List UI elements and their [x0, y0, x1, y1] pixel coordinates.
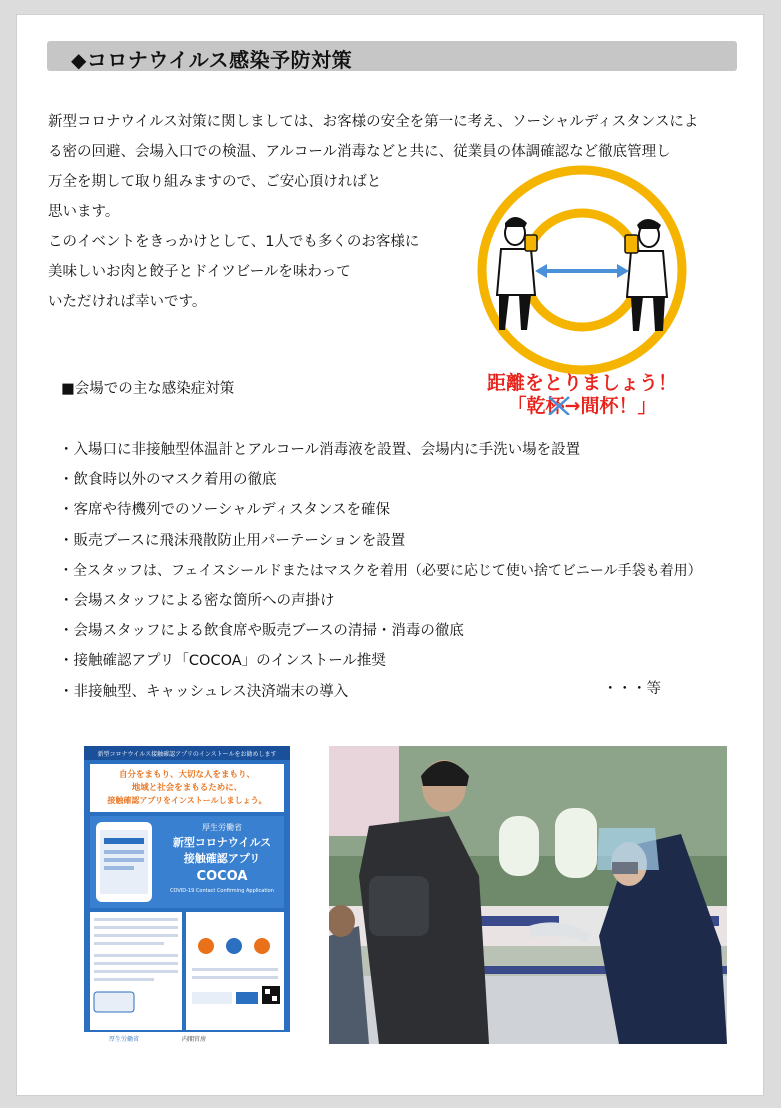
left-person-icon	[497, 217, 537, 330]
venue-photo	[329, 746, 727, 1044]
intro-line: このイベントをきっかけとして、1人でも多くのお客様に	[48, 234, 420, 250]
venue-photo-graphic	[329, 746, 727, 1044]
measures-etc: ・・・等	[603, 681, 661, 697]
intro-line: 思います。	[48, 204, 120, 220]
distance-arrow-icon	[535, 264, 629, 278]
svg-text:内閣官房: 内閣官房	[181, 1036, 207, 1043]
measures-list	[59, 435, 702, 707]
list-item: ・販売ブースに飛沫飛散防止用パーテーションを設置	[59, 532, 406, 549]
svg-text:接触確認アプリをインストールしましょう。: 接触確認アプリをインストールしましょう。	[107, 796, 267, 805]
list-item: ・接触確認アプリ「COCOA」のインストール推奨	[59, 653, 386, 670]
intro-line: 万全を期して取り組みますので、ご安心頂ければと	[48, 174, 382, 190]
list-item: ・非接触型、キャッシュレス決済端末の導入	[59, 683, 349, 700]
svg-text:新型コロナウイルス: 新型コロナウイルス	[172, 836, 272, 849]
intro-line: 新型コロナウイルス対策に関しましては、お客様の安全を第一に考え、ソーシャルディスタンスによ	[48, 114, 699, 130]
svg-text:接触確認アプリ: 接触確認アプリ	[183, 852, 261, 865]
intro-line: 美味しいお肉と餃子とドイツビールを味わって	[48, 264, 351, 280]
svg-text:COVID-19 Contact Confirming Ap: COVID-19 Contact Confirming Application	[170, 888, 274, 894]
svg-text:厚生労働省: 厚生労働省	[108, 1036, 140, 1043]
cocoa-poster-graphic	[84, 746, 290, 1044]
section-title: ◆コロナウイルス感染予防対策	[71, 48, 353, 72]
svg-text:新型コロナウイルス接触確認アプリのインストールをお勧めします: 新型コロナウイルス接触確認アプリのインストールをお勧めします	[97, 751, 277, 758]
list-item: ・入場口に非接触型体温計とアルコール消毒液を設置、会場内に手洗い場を設置	[59, 442, 581, 458]
list-item: ・会場スタッフによる飲食席や販売ブースの清掃・消毒の徹底	[59, 623, 464, 640]
measures-heading: ■会場での主な感染症対策	[61, 381, 235, 397]
section-title-bar	[47, 41, 737, 71]
social-distance-illustration	[475, 165, 689, 415]
document-page	[16, 14, 764, 1096]
right-person-icon	[625, 219, 667, 331]
svg-text:自分をまもり、大切な人をまもり、: 自分をまもり、大切な人をまもり、	[118, 770, 256, 780]
list-item: ・会場スタッフによる密な箇所への声掛け	[59, 593, 335, 610]
cocoa-poster-image	[84, 746, 290, 1044]
list-item: ・飲食時以外のマスク着用の徹底	[59, 472, 277, 489]
illustration-caption-line2: 「乾杯→間杯！」	[507, 395, 657, 415]
svg-text:地域と社会をまもるために、: 地域と社会をまもるために、	[131, 783, 243, 793]
list-item: ・全スタッフは、フェイスシールドまたはマスクを着用（必要に応じて使い捨てビニール手袋も着用）	[59, 562, 702, 579]
intro-line: いただければ幸いです。	[48, 294, 207, 310]
crossed-kanpai: 乾杯	[526, 395, 565, 415]
list-item: ・客席や待機列でのソーシャルディスタンスを確保	[59, 502, 391, 519]
intro-line: る密の回避、会場入口での検温、アルコール消毒などと共に、従業員の体調確認など徹底管理し	[48, 144, 671, 160]
svg-text:厚生労働省: 厚生労働省	[202, 823, 242, 832]
illustration-caption-line1: 距離をとりましょう！	[486, 372, 678, 394]
svg-text:COCOA: COCOA	[196, 869, 248, 884]
